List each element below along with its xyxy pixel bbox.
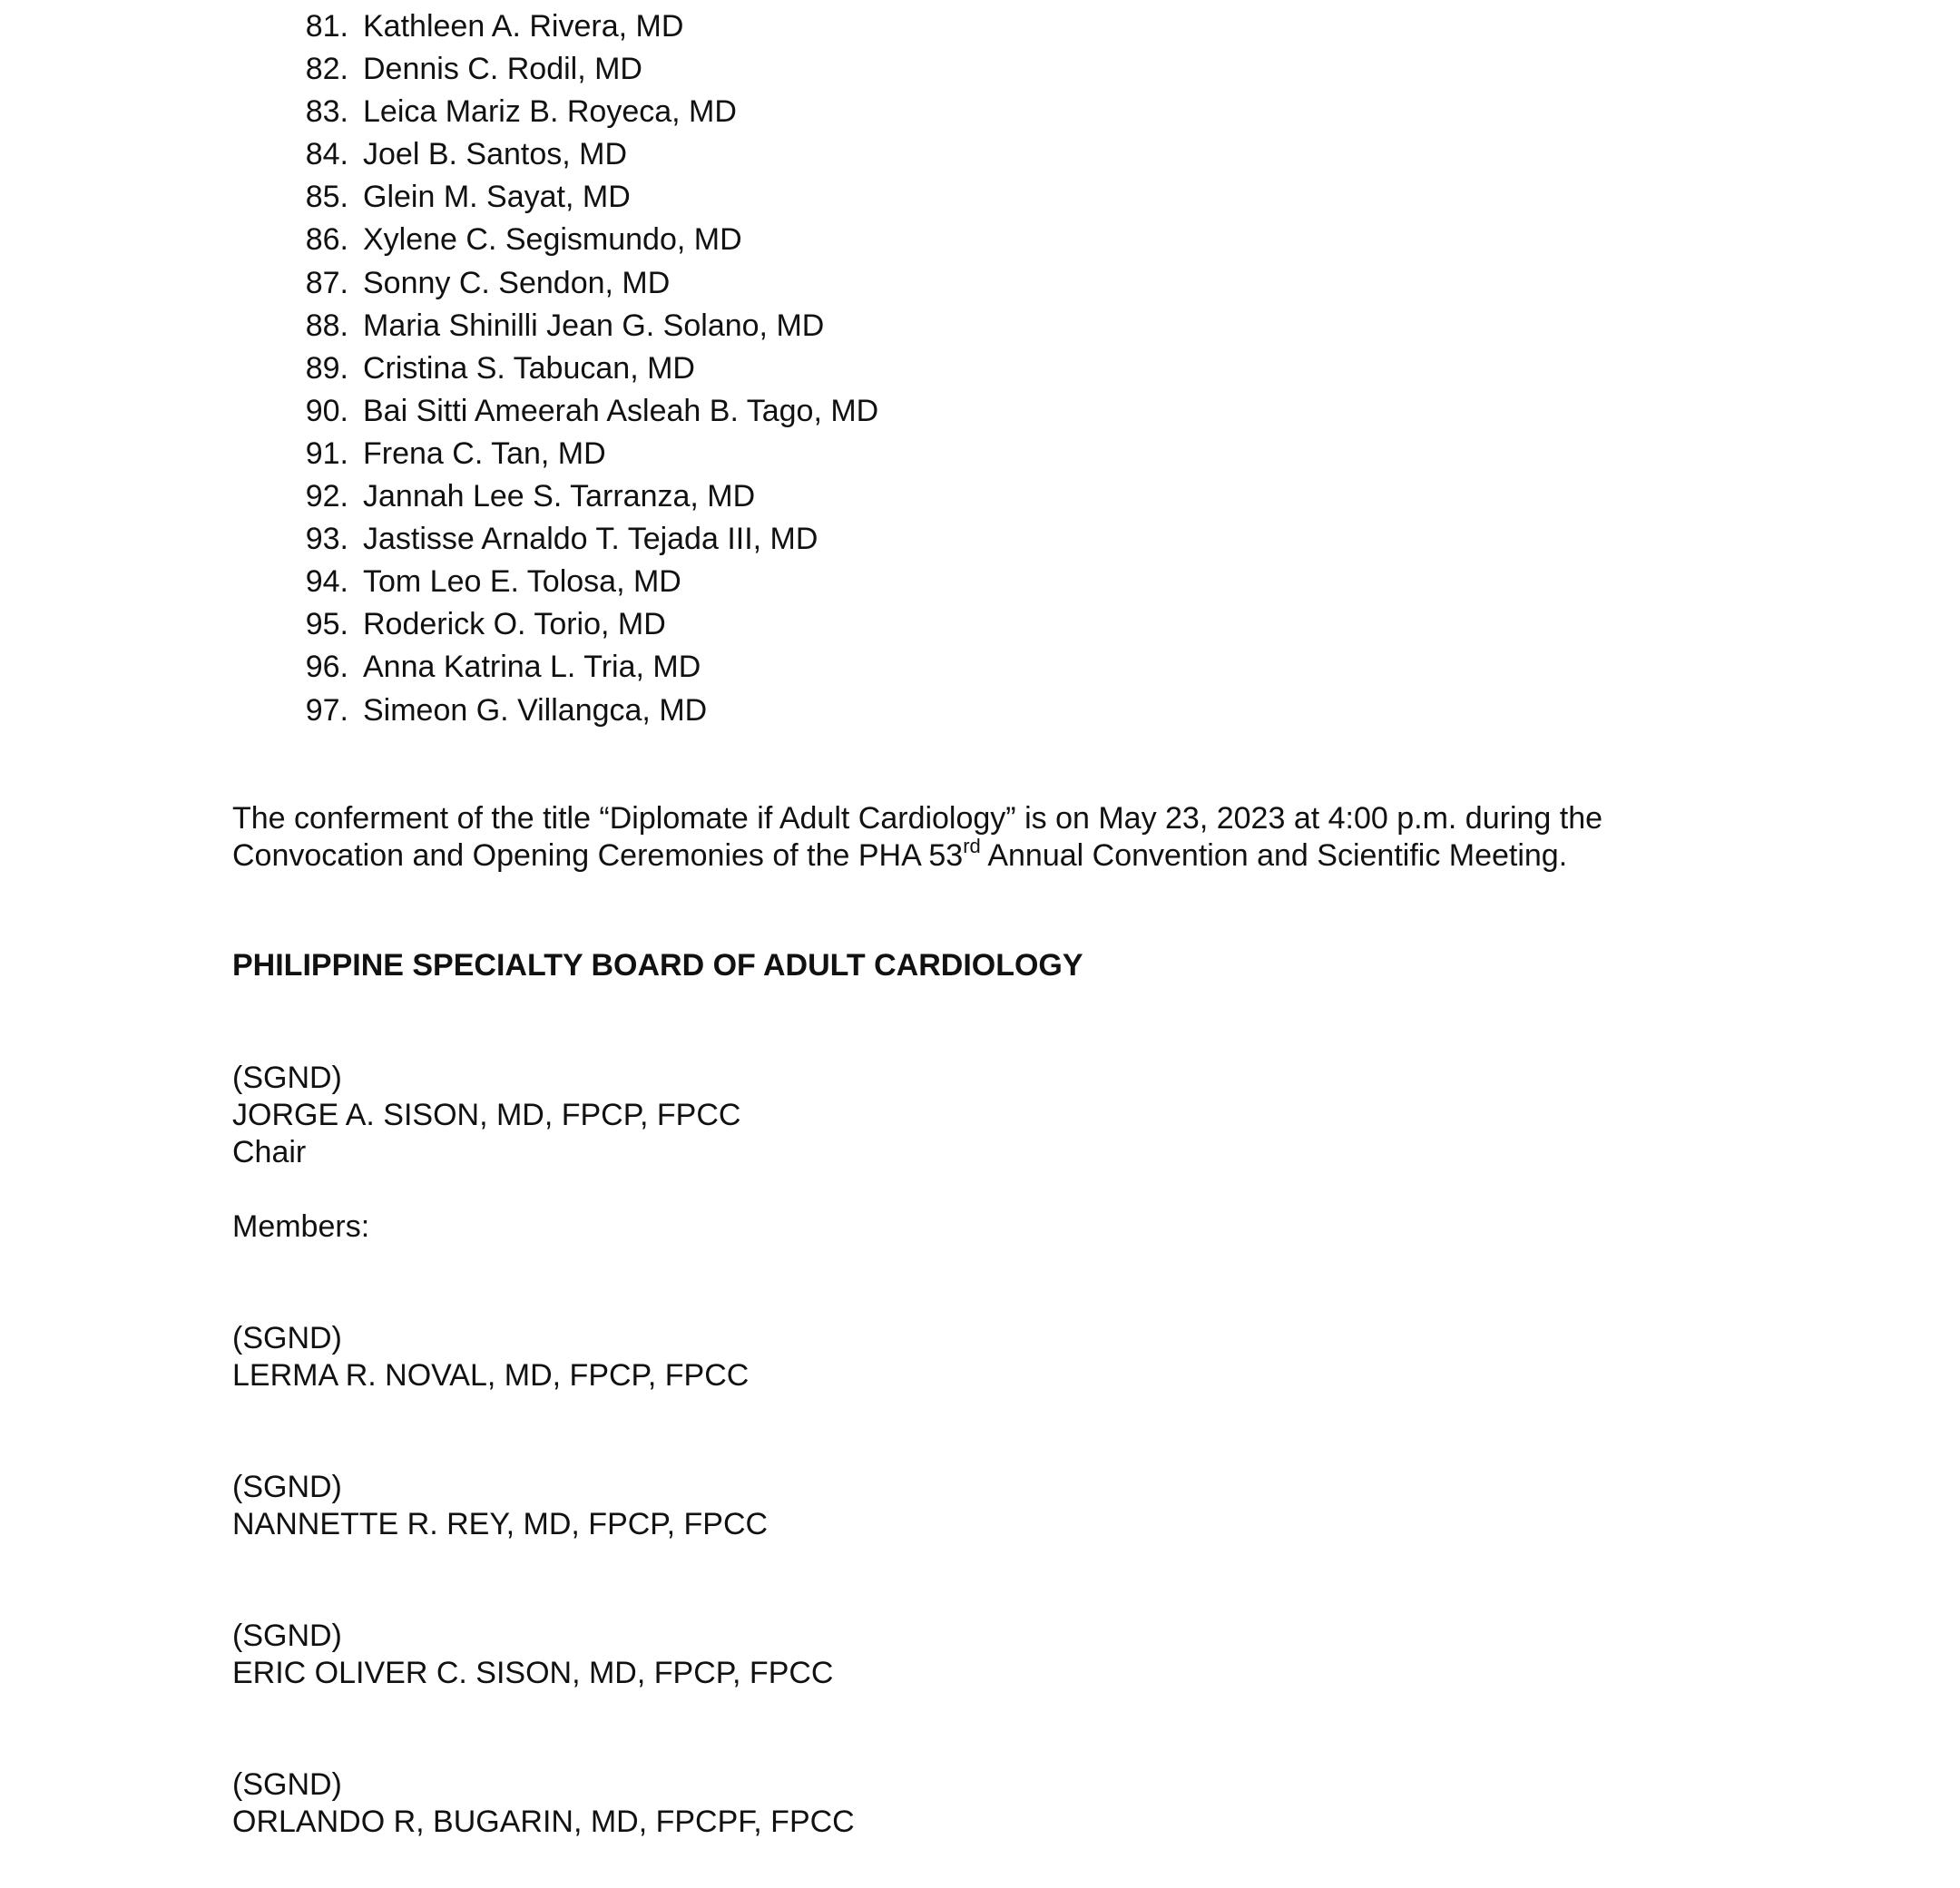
signed-mark: (SGND) <box>232 1619 342 1653</box>
signatory-name: ORLANDO R, BUGARIN, MD, FPCPF, FPCC <box>232 1805 855 1839</box>
list-item <box>290 176 878 219</box>
list-item-name: Leica Mariz B. Royeca, MD <box>363 94 737 130</box>
list-item-name: Xylene C. Segismundo, MD <box>363 222 742 258</box>
list-item-number: 97. <box>305 692 348 728</box>
list-item-name: Bai Sitti Ameerah Asleah B. Tago, MD <box>363 393 879 428</box>
list-item-name: Simeon G. Villangca, MD <box>363 692 708 728</box>
list-item <box>290 91 878 133</box>
list-item-number: 90. <box>305 393 348 428</box>
conferment-line-2-end: Annual Convention and Scientific Meeting. <box>980 838 1568 873</box>
list-item <box>290 690 878 732</box>
member-signature-block <box>232 1469 768 1543</box>
list-item <box>290 561 878 603</box>
list-item <box>290 219 878 261</box>
signed-mark: (SGND) <box>232 1767 342 1802</box>
list-item-name: Joel B. Santos, MD <box>363 137 628 172</box>
list-item-number: 86. <box>305 222 348 258</box>
list-item <box>290 390 878 433</box>
member-signature-block <box>232 1320 749 1394</box>
list-item-name: Roderick O. Torio, MD <box>363 607 666 642</box>
list-item-number: 83. <box>305 94 348 130</box>
list-item <box>290 475 878 518</box>
list-item-number: 87. <box>305 265 348 300</box>
chair-signature-block <box>232 1060 740 1171</box>
signed-mark: (SGND) <box>232 1321 342 1355</box>
list-item-number: 88. <box>305 308 348 343</box>
list-item-name: Glein M. Sayat, MD <box>363 180 631 215</box>
signatory-name: NANNETTE R. REY, MD, FPCP, FPCC <box>232 1507 769 1541</box>
signatory-name: ERIC OLIVER C. SISON, MD, FPCP, FPCC <box>232 1656 834 1690</box>
signatory-title: Chair <box>232 1135 307 1169</box>
list-item <box>290 646 878 689</box>
list-item-name: Sonny C. Sendon, MD <box>363 265 671 300</box>
list-item <box>290 347 878 390</box>
list-item <box>290 48 878 91</box>
board-heading: PHILIPPINE SPECIALTY BOARD OF ADULT CARDIOLOGY <box>232 948 1083 983</box>
list-item <box>290 305 878 347</box>
list-item-number: 93. <box>305 522 348 557</box>
list-item <box>290 433 878 475</box>
signed-mark: (SGND) <box>232 1061 342 1095</box>
members-label: Members: <box>232 1209 370 1244</box>
conferment-line-1: The conferment of the title “Diplomate if Adult Cardiology” is on May 23, 2023 at 4:00 p.m. during the <box>232 801 1603 836</box>
list-item <box>290 262 878 305</box>
list-item-name: Anna Katrina L. Tria, MD <box>363 650 701 685</box>
list-item-name: Tom Leo E. Tolosa, MD <box>363 564 681 600</box>
list-item-number: 84. <box>305 137 348 172</box>
list-item <box>290 603 878 646</box>
signatory-name: JORGE A. SISON, MD, FPCP, FPCC <box>232 1098 741 1132</box>
list-item <box>290 518 878 561</box>
list-item-number: 94. <box>305 564 348 600</box>
member-signature-block <box>232 1766 855 1841</box>
member-signature-block <box>232 1618 834 1692</box>
list-item-number: 96. <box>305 650 348 685</box>
conferment-paragraph <box>232 800 1739 875</box>
list-item-number: 95. <box>305 607 348 642</box>
list-item-name: Frena C. Tan, MD <box>363 435 606 471</box>
list-item-number: 89. <box>305 350 348 386</box>
diplomate-list <box>290 5 878 732</box>
list-item <box>290 5 878 48</box>
list-item-name: Jannah Lee S. Tarranza, MD <box>363 479 756 514</box>
ordinal-suffix: rd <box>963 835 981 857</box>
list-item-name: Kathleen A. Rivera, MD <box>363 9 684 44</box>
list-item <box>290 133 878 176</box>
list-item-name: Cristina S. Tabucan, MD <box>363 350 695 386</box>
list-item-number: 91. <box>305 435 348 471</box>
signed-mark: (SGND) <box>232 1470 342 1504</box>
list-item-number: 81. <box>305 9 348 44</box>
signatory-name: LERMA R. NOVAL, MD, FPCP, FPCC <box>232 1358 750 1393</box>
list-item-number: 85. <box>305 180 348 215</box>
list-item-name: Jastisse Arnaldo T. Tejada III, MD <box>363 522 818 557</box>
list-item-name: Dennis C. Rodil, MD <box>363 52 642 87</box>
list-item-number: 92. <box>305 479 348 514</box>
list-item-name: Maria Shinilli Jean G. Solano, MD <box>363 308 825 343</box>
conferment-line-2: Convocation and Opening Ceremonies of the PHA 53 <box>232 838 964 873</box>
list-item-number: 82. <box>305 52 348 87</box>
